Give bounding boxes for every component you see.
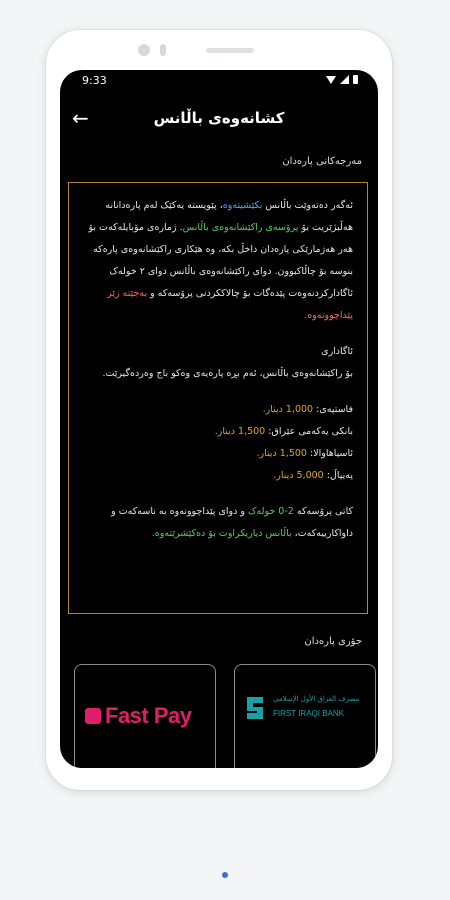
conditions-heading: مەرجەکانی پارەدان <box>282 156 362 167</box>
fee-row <box>83 465 353 487</box>
sensor-icon <box>160 44 166 56</box>
bank-mark-icon <box>245 695 267 721</box>
fee-row <box>83 421 353 443</box>
front-camera-icon <box>138 44 150 56</box>
text: . ژمارەی مۆبایلەکەت بۆ هەر هەژمارێکی پارەدان داخڵ بکە، وە هێکاری راکێشانەوەی پارەکە بنوسە بۆ چاڵاکبوون. دوای راکێشانەوەی باڵانس دوای ٢ خولەک ئاگادارکردنەوەت پێدەگات بۆ چالاککردنی پرۆسەکە و <box>88 222 353 299</box>
battery-icon <box>353 75 358 84</box>
fastpay-logo <box>85 703 192 729</box>
bank-name-ar: مصرف العراق الأول الإسلامي <box>273 695 360 703</box>
fastpay-card[interactable] <box>74 664 216 768</box>
text: ئەگەر دەتەوێت باڵانس <box>262 200 353 211</box>
app-screen <box>60 70 378 768</box>
fee-amount: 5,000 <box>296 470 324 481</box>
fee-amount: 1,000 <box>285 404 314 415</box>
withdraw-link[interactable]: بکێشیتەوە <box>222 200 263 211</box>
note-title: ئاگاداری <box>321 346 353 357</box>
fee-amount: 1,500 <box>279 448 307 459</box>
page-title: کشانەوەی باڵانس <box>153 109 285 127</box>
process-time-paragraph <box>83 501 353 545</box>
speaker-grille <box>206 48 254 53</box>
status-time: 9:33 <box>82 74 107 87</box>
fee-label: بانکی یەکەمی عێراق: <box>265 426 353 437</box>
conditions-box <box>68 182 368 614</box>
first-iraqi-bank-logo <box>245 695 367 735</box>
duration-highlight: 2-0 خولەک <box>248 506 294 517</box>
back-arrow-icon[interactable]: ← <box>72 106 89 130</box>
carousel-dot[interactable] <box>222 872 228 878</box>
text: ، پێویستە یەکێک لەم پارەدانانە هەڵبژێریت بۆ <box>105 200 353 233</box>
fee-amount: 1,500 <box>238 426 266 437</box>
payment-type-heading: جۆری پارەدان <box>304 636 362 647</box>
status-bar <box>60 70 378 92</box>
withdraw-process-highlight: پرۆسەی راکێشانەوەی باڵانس <box>182 222 299 233</box>
text: و دوای پێداچوونەوە بە ناسەکەت و داواکارییەکەت، <box>111 506 353 539</box>
fee-label: فاستپەی: <box>313 404 353 415</box>
status-icons <box>326 75 358 84</box>
bank-name-en: FIRST IRAQI BANK <box>273 709 344 718</box>
phone-frame <box>46 30 392 790</box>
signal-icon <box>340 75 349 84</box>
result-highlight: باڵانس دیاریکراوت بۆ دەکێشرێتەوە. <box>151 528 292 539</box>
fee-currency: دینار. <box>262 404 286 415</box>
review-highlight: بەجێتە زێر پێداچوونەوە. <box>107 288 353 321</box>
app-bar <box>60 100 378 140</box>
first-iraqi-bank-card[interactable] <box>234 664 376 768</box>
fastpay-wordmark: Fast Pay <box>105 703 192 728</box>
conditions-paragraph <box>83 195 353 327</box>
fee-row <box>83 399 353 421</box>
note-text: بۆ راکێشانەوەی باڵانس، ئەم بڕە پارەیەی وەکو باج وەردەگیرێت. <box>102 368 353 379</box>
fee-row <box>83 443 353 465</box>
fee-currency: دینار. <box>214 426 239 437</box>
fee-label: ئاسیاهاوالا: <box>306 448 353 459</box>
fee-label: پەیپاڵ: <box>323 470 353 481</box>
text: کاتی پرۆسەکە <box>293 506 353 517</box>
fee-currency: دینار. <box>273 470 297 481</box>
fee-currency: دینار. <box>256 448 280 459</box>
wifi-icon <box>326 76 336 84</box>
fastpay-wallet-icon <box>85 708 101 724</box>
